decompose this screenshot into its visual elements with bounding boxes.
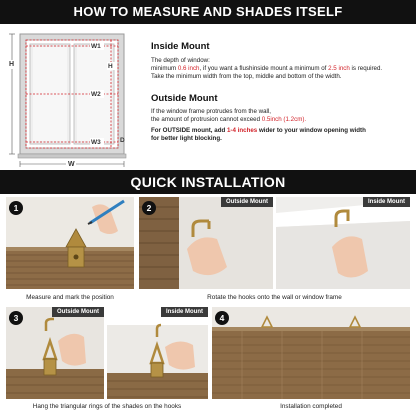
quick-installation-banner [0, 170, 416, 194]
w1-label: W1 [91, 43, 101, 50]
step4-number-badge: 4 [215, 311, 229, 325]
step2-number-badge: 2 [142, 201, 156, 215]
step3-outside-mount-tag: Outside Mount [52, 307, 104, 317]
outside-mount-line3: For OUTSIDE mount, add 1-4 inches wider to your window opening width [151, 127, 366, 134]
step3-photo-outside [6, 307, 104, 399]
outside-mount-title: Outside Mount [151, 93, 218, 104]
step1-number-badge: 1 [9, 201, 23, 215]
step2-inside-mount-tag: Inside Mount [363, 197, 410, 207]
step4-caption: Installation completed [280, 403, 342, 410]
w-label: W [68, 161, 75, 168]
header-title: HOW TO MEASURE AND SHADES ITSELF [73, 4, 343, 19]
window-measure-diagram [4, 24, 134, 170]
outer-h-label: H [9, 61, 15, 68]
step1-caption: Measure and mark the position [26, 294, 114, 301]
outside-mount-line2: the amount of protrusion cannot exceed 0.5inch (1.2cm). [151, 116, 307, 123]
step2-photo-inside [276, 197, 410, 289]
outside-mount-line4: for better light blocking. [151, 135, 222, 142]
step3-caption: Hang the triangular rings of the shades on the hooks [32, 403, 182, 410]
inside-mount-line2: minimum 0.6 inch, if you want a flushinside mount a minimum of 2.5 inch is required. [151, 65, 383, 72]
header-banner [0, 0, 416, 24]
step2-outside-mount-tag: Outside Mount [221, 197, 273, 207]
inside-mount-title: Inside Mount [151, 41, 210, 52]
inside-mount-line1: The depth of window: [151, 57, 210, 64]
inner-h-label: H [108, 63, 113, 70]
outside-mount-line1: If the window frame protrudes from the wall, [151, 108, 272, 115]
step3-photo-inside [107, 307, 208, 399]
quick-installation-title: QUICK INSTALLATION [130, 174, 286, 190]
w2-label: W2 [91, 91, 101, 98]
inside-mount-line3: Take the minimum width from the top, middle and bottom of the width. [151, 73, 342, 80]
step2-photo-outside [139, 197, 273, 289]
step3-inside-mount-tag: Inside Mount [161, 307, 208, 317]
w3-label: W3 [91, 139, 101, 146]
step1-photo [6, 197, 134, 289]
step2-caption: Rotate the hooks onto the wall or window frame [207, 294, 342, 301]
step3-number-badge: 3 [9, 311, 23, 325]
d-label: D [120, 137, 125, 144]
step4-photo [212, 307, 410, 399]
